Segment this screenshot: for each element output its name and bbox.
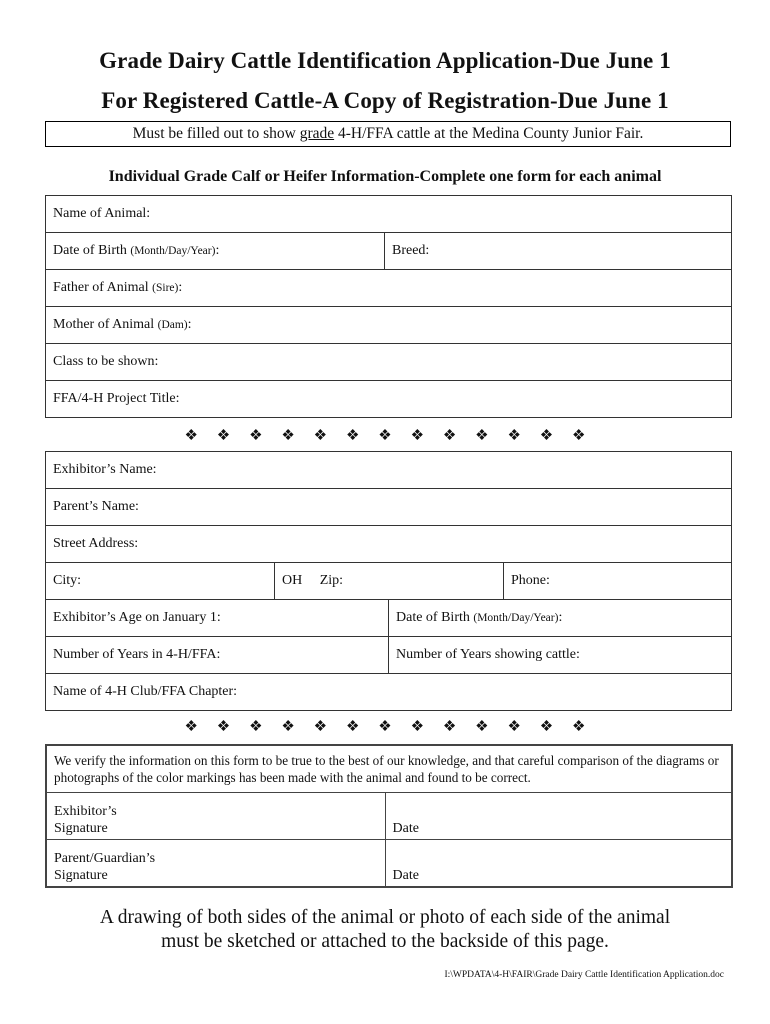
diamond-icon: ❖ (313, 719, 328, 735)
project-title-field[interactable] (46, 381, 732, 418)
parent-name-field[interactable] (46, 489, 732, 526)
class-field[interactable] (46, 344, 732, 381)
diamond-icon: ❖ (572, 428, 586, 444)
diamond-icon: ❖ (539, 428, 554, 444)
breed-field[interactable] (385, 233, 732, 270)
exhibitor-name-field[interactable] (46, 452, 732, 489)
years-showing-field[interactable] (389, 637, 732, 674)
eligibility-notice (45, 121, 731, 147)
animal-dob-hint: (Month/Day/Year) (130, 245, 216, 257)
class-label: Class to be shown: (53, 354, 159, 369)
street-address-label: Street Address: (53, 536, 139, 551)
sire-label: Father of Animal (53, 280, 153, 295)
parent-signature-field[interactable] (46, 840, 385, 888)
exhibitor-signature-label-2: Signature (54, 821, 108, 836)
diamond-icon: ❖ (475, 719, 489, 735)
years-showing-label: Number of Years showing cattle: (396, 647, 580, 662)
animal-section-heading: Individual Grade Calf or Heifer Information-Complete one form for each animal (108, 168, 662, 185)
exhibitor-signature-field[interactable] (46, 793, 385, 840)
diamond-icon: ❖ (507, 428, 521, 444)
diamond-icon: ❖ (281, 719, 295, 735)
exhibitor-dob-label: Date of Birth (396, 610, 474, 625)
phone-field[interactable] (504, 563, 732, 600)
notice-text-post: 4-H/FFA cattle at the Medina County Junior Fair. (334, 125, 644, 142)
diamond-icon: ❖ (378, 428, 392, 444)
diamond-icon: ❖ (378, 719, 392, 735)
parent-signature-label-1: Parent/Guardian’s (54, 851, 156, 866)
animal-dob-colon: : (215, 243, 220, 258)
sire-field[interactable] (46, 270, 732, 307)
parent-signature-label-2: Signature (54, 868, 108, 883)
phone-label: Phone: (511, 573, 550, 588)
exhibitor-age-label: Exhibitor’s Age on January 1: (53, 610, 221, 625)
diamond-icon: ❖ (345, 719, 360, 735)
diamond-icon: ❖ (216, 428, 231, 444)
breed-label: Breed: (392, 243, 430, 258)
diamond-icon: ❖ (249, 428, 263, 444)
club-chapter-label: Name of 4-H Club/FFA Chapter: (53, 684, 238, 699)
date-label: Date (392, 821, 419, 836)
diamond-icon: ❖ (442, 719, 457, 735)
exhibitor-age-field[interactable] (46, 600, 389, 637)
document-file-path: I:\WPDATA\4-H\FAIR\Grade Dairy Cattle Identification Application.doc (444, 970, 724, 980)
date-label: Date (392, 868, 419, 883)
verification-table (45, 744, 733, 888)
diamond-icon: ❖ (507, 719, 521, 735)
diamond-icon: ❖ (313, 428, 328, 444)
dam-colon: : (187, 317, 192, 332)
diamond-icon: ❖ (216, 719, 231, 735)
animal-name-field[interactable] (46, 196, 732, 233)
diamond-icon: ❖ (572, 719, 586, 735)
notice-text-pre: Must be filled out to show (132, 125, 300, 142)
sire-colon: : (178, 280, 183, 295)
club-chapter-field[interactable] (46, 674, 732, 711)
diamond-icon: ❖ (249, 719, 263, 735)
zip-field[interactable] (275, 563, 504, 600)
exhibitor-name-label: Exhibitor’s Name: (53, 462, 157, 477)
dam-field[interactable] (46, 307, 732, 344)
exhibitor-dob-colon: : (558, 610, 563, 625)
exhibitor-info-table (45, 451, 732, 711)
dam-hint: (Dam) (157, 319, 188, 331)
exhibitor-dob-field[interactable] (389, 600, 732, 637)
exhibitor-signature-label-1: Exhibitor’s (54, 804, 117, 819)
diamond-icon: ❖ (442, 428, 457, 444)
diamond-icon: ❖ (281, 428, 295, 444)
animal-name-label: Name of Animal: (53, 206, 151, 221)
project-title-label: FFA/4-H Project Title: (53, 391, 180, 406)
city-field[interactable] (46, 563, 275, 600)
zip-label: Zip: (319, 573, 344, 588)
form-title-line-2: For Registered Cattle-A Copy of Registration-Due June 1 (101, 88, 669, 113)
form-title-line-1: Grade Dairy Cattle Identification Application-Due June 1 (99, 48, 671, 73)
notice-underlined-word: grade (299, 125, 335, 142)
diamond-icon: ❖ (539, 719, 554, 735)
exhibitor-dob-hint: (Month/Day/Year) (473, 612, 559, 624)
diamond-icon: ❖ (475, 428, 489, 444)
parent-name-label: Parent’s Name: (53, 499, 139, 514)
parent-signature-date-field[interactable] (385, 840, 732, 888)
drawing-instruction (0, 906, 770, 954)
animal-info-table (45, 195, 732, 418)
diamond-icon: ❖ (345, 428, 360, 444)
drawing-instruction-line-1: A drawing of both sides of the animal or photo of each side of the animal (99, 907, 671, 928)
years-4h-field[interactable] (46, 637, 389, 674)
street-address-field[interactable] (46, 526, 732, 563)
diamond-divider-bottom (0, 717, 770, 736)
diamond-icon: ❖ (410, 428, 425, 444)
diamond-icon: ❖ (184, 719, 198, 735)
animal-dob-field[interactable] (46, 233, 385, 270)
diamond-divider-top (0, 426, 770, 445)
diamond-icon: ❖ (184, 428, 198, 444)
dam-label: Mother of Animal (53, 317, 158, 332)
exhibitor-signature-date-field[interactable] (385, 793, 732, 840)
state-label: OH (282, 573, 303, 588)
animal-dob-label: Date of Birth (53, 243, 131, 258)
years-4h-label: Number of Years in 4-H/FFA: (53, 647, 221, 662)
drawing-instruction-line-2: must be sketched or attached to the backside of this page. (161, 931, 609, 952)
sire-hint: (Sire) (152, 282, 179, 294)
diamond-icon: ❖ (410, 719, 425, 735)
verification-statement: We verify the information on this form to be true to the best of our knowledge, and that careful comparison of the diagrams or photographs of the color markings has been made with the animal and found to be correct. (46, 745, 732, 793)
city-label: City: (53, 573, 82, 588)
